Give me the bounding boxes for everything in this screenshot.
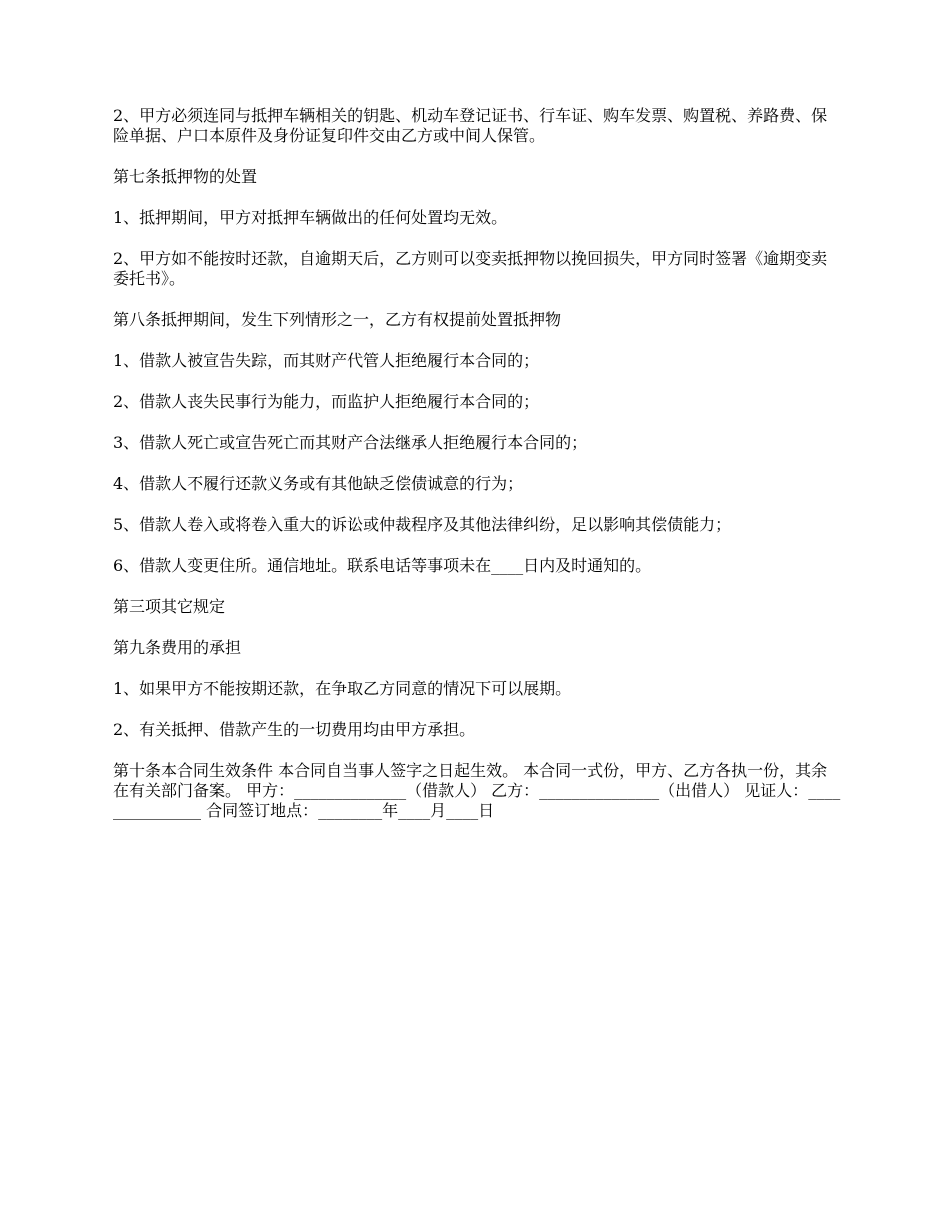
section-3-heading: 第三项其它规定: [113, 597, 226, 616]
article-8-item-2: 2、借款人丧失民事行为能力，而监护人拒绝履行本合同的；: [113, 392, 540, 411]
article-9-item-2: 2、有关抵押、借款产生的一切费用均由甲方承担。: [113, 720, 476, 739]
article-8-item-3: 3、借款人死亡或宣告死亡而其财产合法继承人拒绝履行本合同的；: [113, 433, 588, 452]
article-9-item-1: 1、如果甲方不能按期还款，在争取乙方同意的情况下可以展期。: [113, 679, 572, 698]
article-8-item-6: 6、借款人变更住所。通信地址。联系电话等事项未在____日内及时通知的。: [113, 556, 652, 575]
document-page: [113, 106, 843, 842]
article-7-heading: 第七条抵押物的处置: [113, 167, 258, 186]
article-8-item-4: 4、借款人不履行还款义务或有其他缺乏偿债诚意的行为；: [113, 474, 524, 493]
article-9-heading: 第九条费用的承担: [113, 638, 242, 657]
article-10-signature-block: 第十条本合同生效条件 本合同自当事人签字之日起生效。 本合同一式份，甲方、乙方各执一份，其余在有关部门备案。 甲方：______________（借款人） 乙方：_______________（出借人） 见证人：_______________ 合同签订地点：________年____月____日: [113, 761, 841, 820]
clause-2-collateral-documents: 2、甲方必须连同与抵押车辆相关的钥匙、机动车登记证书、行车证、购车发票、购置税、养路费、保险单据、户口本原件及身份证复印件交由乙方或中间人保管。: [113, 106, 828, 145]
article-8-heading: 第八条抵押期间，发生下列情形之一，乙方有权提前处置抵押物: [113, 310, 562, 329]
article-7-item-1: 1、抵押期间，甲方对抵押车辆做出的任何处置均无效。: [113, 208, 508, 227]
article-8-item-1: 1、借款人被宣告失踪，而其财产代管人拒绝履行本合同的；: [113, 351, 540, 370]
article-8-item-5: 5、借款人卷入或将卷入重大的诉讼或仲裁程序及其他法律纠纷，足以影响其偿债能力；: [113, 515, 732, 534]
article-7-item-2: 2、甲方如不能按时还款，自逾期天后，乙方则可以变卖抵押物以挽回损失，甲方同时签署《逾期变卖委托书》。: [113, 249, 828, 288]
